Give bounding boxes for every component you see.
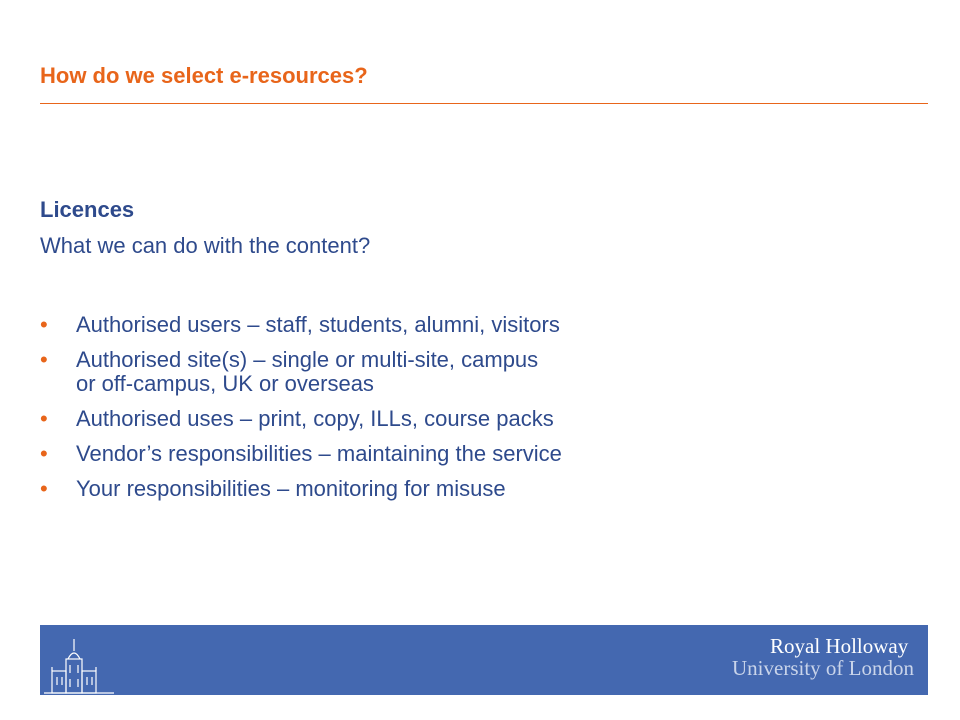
university-logo xyxy=(732,635,914,679)
logo-text-line1: Royal Holloway xyxy=(770,634,909,658)
title-divider xyxy=(40,103,928,104)
bullet-text-continued: or off-campus, UK or overseas xyxy=(76,371,374,396)
bullet-item xyxy=(40,442,740,466)
bullet-icon: • xyxy=(40,476,48,501)
bullet-item xyxy=(40,477,740,501)
footer-band xyxy=(40,625,928,695)
bullet-icon: • xyxy=(40,406,48,431)
bullet-text: Vendor’s responsibilities – maintaining the service xyxy=(76,441,562,466)
bullet-text: Authorised uses – print, copy, ILLs, course packs xyxy=(76,406,554,431)
bullet-item xyxy=(40,348,740,396)
logo-text-line2: University of London xyxy=(732,656,914,680)
bullet-item xyxy=(40,407,740,431)
bullet-icon: • xyxy=(40,312,48,337)
bullet-icon: • xyxy=(40,347,48,372)
bullet-text: Your responsibilities – monitoring for misuse xyxy=(76,476,506,501)
slide-title: How do we select e-resources? xyxy=(40,63,368,88)
section-heading: Licences xyxy=(40,197,135,222)
bullet-text: Authorised users – staff, students, alumni, visitors xyxy=(76,312,560,337)
building-crest-icon xyxy=(40,625,120,695)
bullet-text: Authorised site(s) – single or multi-site, campus xyxy=(76,347,539,372)
bullet-icon: • xyxy=(40,441,48,466)
bullet-list xyxy=(40,313,740,512)
bullet-item xyxy=(40,313,740,337)
section-subheading: What we can do with the content? xyxy=(40,233,371,258)
